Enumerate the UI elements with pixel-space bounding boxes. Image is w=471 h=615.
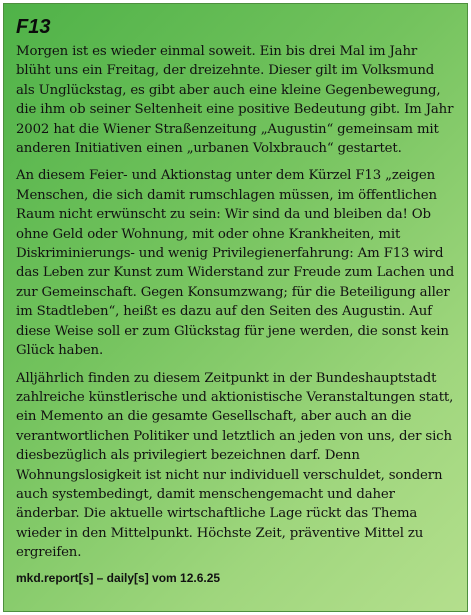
article-title: F13 [16,16,51,38]
article-card [3,3,468,612]
article-paragraph-3: Alljährlich finden zu diesem Zeitpunkt in der Bundeshauptstadt zahlreiche künstlerische und aktionistische Veranstaltungen statt, ein Memento an die gesamte Gesellschaft, aber auch an die verantwortlichen Politiker und letztlich an jeden von uns, der sich diesbezüglich als privilegiert bezeichnen darf. Denn Wohnungslosigkeit ist nicht nur individuell verschuldet, sondern auch systembedingt, damit menschengemacht und daher änderbar. Die aktuelle wirtschaftliche Lage rückt das Thema wieder in den Mittelpunkt. Höchste Zeit, präventive Mittel zu ergreifen. [16,370,454,561]
article-paragraph-2: An diesem Feier- und Aktionstag unter dem Kürzel F13 „zeigen Menschen, die sich damit rumschlagen müssen, im öffentlichen Raum nicht erwünscht zu sein: Wir sind da und bleiben da! Ob ohne Geld oder Wohnung, mit oder ohne Krankheiten, mit Diskriminierungs- und wenig Privilegienerfahrung: Am F13 wird das Leben zur Kunst zum Widerstand zur Freude zum Lachen und zur Gemeinschaft. Gegen Konsumzwang; für die Beteiligung aller im Stadtleben“, heißt es dazu auf den Seiten des Augustin. Auf diese Weise soll er zum Glückstag für jene werden, die sonst kein Glück haben. [16,168,455,359]
article-source-footer: mkd.report[s] – daily[s] vom 12.6.25 [16,570,221,585]
article-paragraph-1: Morgen ist es wieder einmal soweit. Ein bis drei Mal im Jahr blüht uns ein Freitag, der dreizehnte. Dieser gilt im Volksmund als Unglückstag, es gibt aber auch eine kleine Gegenbewegung, die ihm ob seiner Seltenheit eine positive Bedeutung gibt. Im Jahr 2002 hat die Wiener Straßenzeitung „Augustin“ gemeinsam mit anderen Initiativen einen „urbanen Volxbrauch“ gestartet. [16,44,454,157]
